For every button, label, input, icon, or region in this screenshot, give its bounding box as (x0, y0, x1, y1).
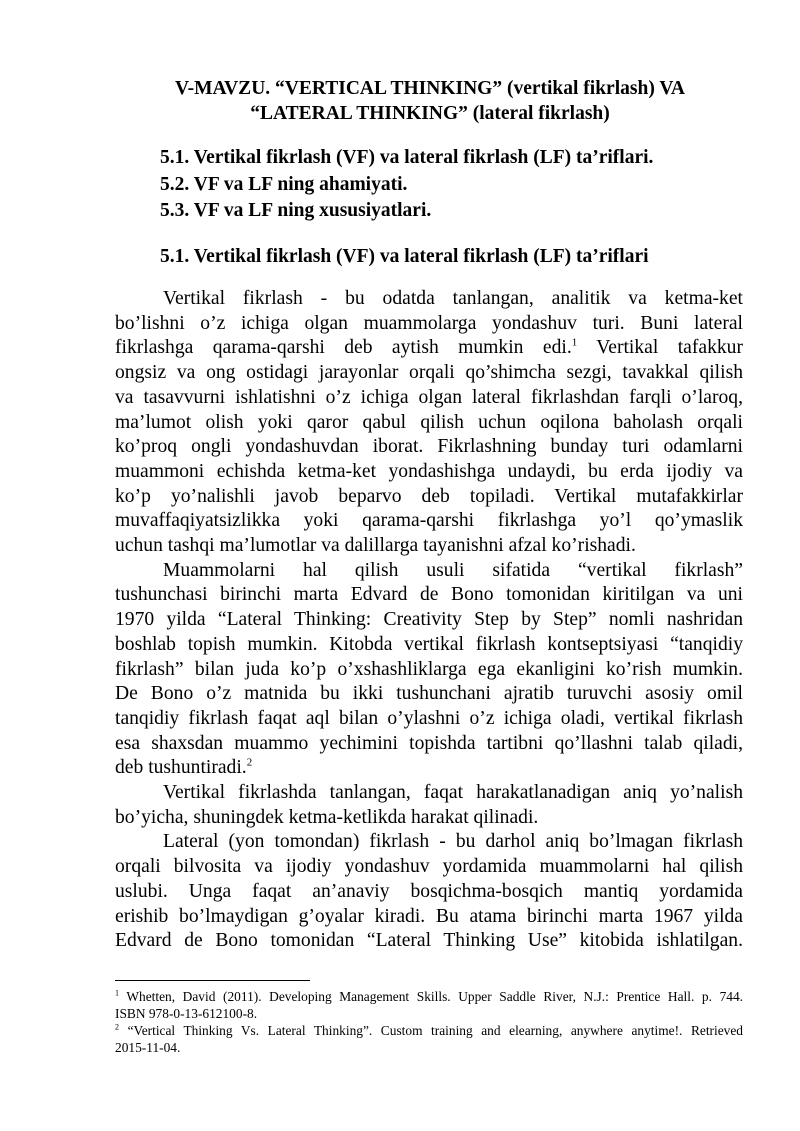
text-line: bo’yicha, shuningdek ketma-ketlikda harakat qilinadi. (115, 806, 539, 828)
footnote-1 (115, 988, 743, 1022)
footnote-2 (115, 1022, 743, 1056)
topic-outline (160, 145, 653, 225)
outline-item: 5.1. Vertikal fikrlash (VF) va lateral fikrlash (LF) ta’riflari. (160, 147, 654, 168)
text-line: Edvard de Bono tomonidan “Lateral Thinking Use” kitobida ishlatilgan. (115, 930, 743, 952)
footnote-marker: 2 (115, 1022, 119, 1032)
text-line: ma’lumot olish yoki qaror qabul qilish uchun oqilona baholash orqali (115, 411, 743, 433)
outline-item: 5.3. VF va LF ning xususiyatlari. (160, 200, 432, 221)
footnote-separator (115, 980, 310, 981)
text-line: va tasavvurni ishlatishni o’z ichiga olgan lateral fikrlashdan farqli o’laroq, (115, 386, 743, 408)
text-line (115, 336, 743, 361)
text-line: Vertikal fikrlash - bu odatda tanlangan, analitik va ketma-ket (163, 288, 743, 309)
footnote-text: Whetten, David (2011). Developing Management Skills. Upper Saddle River, N.J.: Prentice Hall. p. 744. (126, 989, 743, 1004)
footnote-line: 2015-11-04. (115, 1040, 181, 1055)
footnote-line (115, 988, 743, 1005)
text-line: uslubi. Unga faqat an’anaviy bosqichma-bosqich mantiq yordamida (115, 880, 743, 902)
footnote-marker: 1 (115, 988, 119, 998)
chapter-title-line: V-MAVZU. “VERTICAL THINKING” (vertikal fikrlash) VA (175, 78, 685, 99)
text-line: esa shaxsdan muammo yechimini topishda tartibni qo’llashni talab qiladi, (115, 732, 743, 754)
text-line: Lateral (yon tomondan) fikrlash - bu darhol aniq bo’lmagan fikrlash (163, 831, 743, 853)
outline-item: 5.2. VF va LF ning ahamiyati. (160, 173, 408, 195)
footnote-text: “Vertical Thinking Vs. Lateral Thinking”. Custom training and elearning, anywhere anytime!. Retrieved (127, 1023, 743, 1038)
text-line: erishib bo’lmaydigan g’oyalar kiradi. Bu atama birinchi marta 1967 yilda (115, 905, 743, 927)
text-line: ko’proq ongli yondashuvdan iborat. Fikrlashning bunday turi odamlarni (115, 436, 743, 458)
text-line: tanqidiy fikrlash faqat aql bilan o’ylashni o’z ichiga oladi, vertikal fikrlash (115, 707, 743, 729)
text-line (115, 756, 743, 781)
text-line: muvaffaqiyatsizlikka yoki qarama-qarshi fikrlashga yo’l qo’ymaslik (115, 510, 743, 532)
text-line: bo’lishni o’z ichiga olgan muammolarga yondashuv turi. Buni lateral (115, 312, 743, 334)
footnote-line (115, 1022, 743, 1039)
text-line: tushunchasi birinchi marta Edvard de Bono tomonidan kiritilgan va uni (115, 584, 743, 606)
chapter-title (100, 76, 760, 126)
text-fragment: Vertikal tafakkur (596, 337, 743, 359)
chapter-title-line: “LATERAL THINKING” (lateral fikrlash) (250, 103, 610, 124)
text-line: 1970 yilda “Lateral Thinking: Creativity Step by Step” nomli nashridan (115, 609, 743, 631)
text-line: Vertikal fikrlashda tanlangan, faqat harakatlanadigan aniq yo’nalish (163, 782, 743, 804)
text-line: uchun tashqi ma’lumotlar va dalillarga tayanishni afzal ko’rishadi. (115, 535, 636, 557)
text-line: De Bono o’z matnida bu ikki tushunchani ajratib turuvchi asosiy omil (115, 683, 743, 705)
footnote-ref: 2 (246, 756, 253, 769)
text-fragment: deb tushuntiradi. (115, 757, 247, 779)
text-line: ko’p yo’nalishli javob beparvo deb topiladi. Vertikal mutafakkirlar (115, 485, 743, 507)
text-line: muammoni echishda ketma-ket yondashishga undaydi, bu erda ijodiy va (115, 460, 743, 482)
text-line: fikrlash” bilan juda ko’p o’xshashliklarga ega ekanligini ko’rish mumkin. (115, 658, 743, 680)
text-line: Muammolarni hal qilish usuli sifatida “vertikal fikrlash” (163, 559, 743, 581)
section-heading: 5.1. Vertikal fikrlash (VF) va lateral fikrlash (LF) ta’riflari (160, 246, 649, 267)
text-fragment: fikrlashga qarama-qarshi deb aytish mumkin edi. (115, 337, 572, 359)
footnote-line: ISBN 978-0-13-612100-8. (115, 1006, 258, 1021)
body-text (115, 287, 743, 954)
text-line: boshlab topish mumkin. Kitobda vertikal fikrlash kontseptsiyasi “tanqidiy (115, 633, 743, 655)
text-line: orqali bilvosita va ijodiy yondashuv yordamida muammolarni hal qilish (115, 856, 743, 878)
footnote-ref: 1 (571, 336, 578, 349)
text-line: ongsiz va ong ostidagi jarayonlar orqali qo’shimcha sezgi, tavakkal qilish (115, 362, 743, 384)
